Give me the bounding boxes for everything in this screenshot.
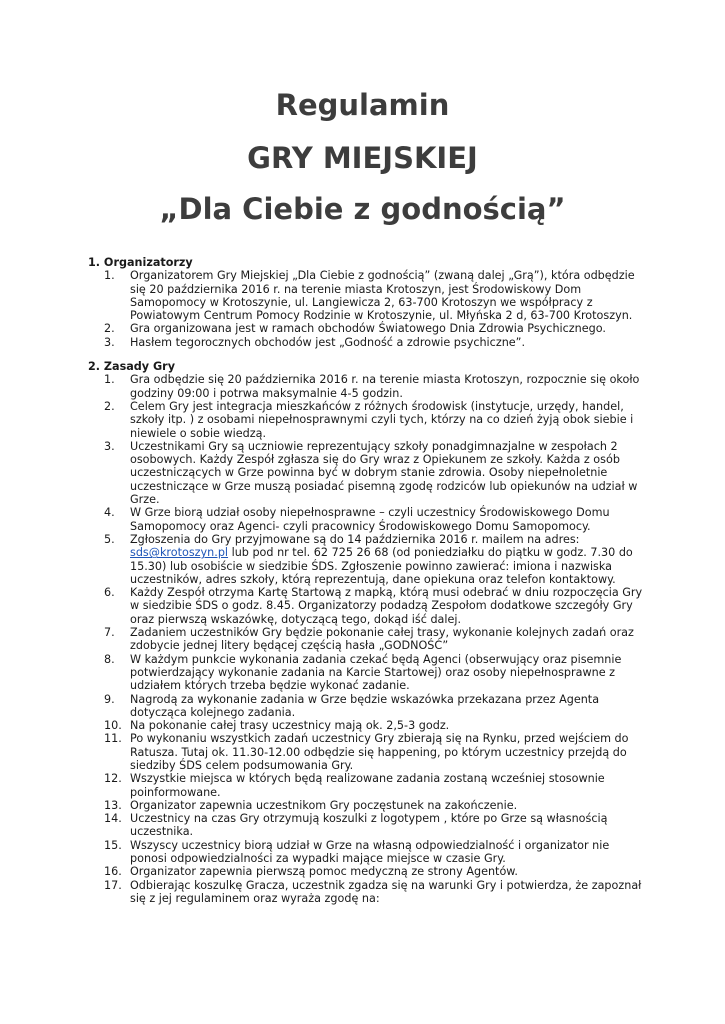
list-item: [88, 586, 648, 626]
list-item: [88, 373, 648, 400]
list-item-number: 16.: [104, 865, 122, 879]
list-item: [88, 693, 648, 720]
list-item-line: Uczestnikami Gry są uczniowie reprezentujący szkoły ponadgimnazjalne w zespołach 2: [130, 439, 618, 453]
list-item-number: 2.: [104, 399, 115, 413]
list-item: [88, 269, 648, 322]
list-item-line: poinformowane.: [130, 785, 221, 799]
list-item-number: 13.: [104, 798, 122, 812]
list-item-line: siedziby ŚDS celem podsumowania Gry.: [130, 758, 354, 772]
list-item-line: Organizatorem Gry Miejskiej „Dla Ciebie z godnością” (zwaną dalej „Grą”), która odbędzie: [130, 269, 635, 283]
list-item: [88, 653, 648, 693]
list-item-line: W każdym punkcie wykonania zadania czekać będą Agenci (obserwujący oraz pisemnie: [130, 652, 622, 666]
list-item: [88, 812, 648, 839]
list-item-line: Samopomocy oraz Agenci- czyli pracownicy Środowiskowego Domu Samopomocy.: [130, 519, 591, 533]
list-item: [88, 400, 648, 440]
list-item-line: osobowych. Każdy Zespół zgłasza się do Gry wraz z Opiekunem ze szkoły. Każda z osób: [130, 453, 620, 467]
list-item-line: Grze.: [130, 493, 160, 507]
list-item: [88, 322, 648, 335]
list-item-number: 12.: [104, 772, 122, 786]
list-item-line: Ratusza. Tutaj ok. 11.30-12.00 odbędzie się happening, po którym uczestnicy przejdą do: [130, 745, 627, 759]
list-item-line: Wszystkie miejsca w których będą realizowane zadania zostaną wcześniej stosownie: [130, 772, 605, 786]
list-item-line: w siedzibie ŚDS o godz. 8.45. Organizatorzy podadzą Zespołom dodatkowe szczegóły Gry: [130, 599, 633, 613]
list-item-number: 1.: [104, 269, 115, 283]
list-item-line: się 20 października 2016 r. na terenie miasta Krotoszyn, jest Środowiskowy Dom: [130, 282, 582, 296]
list-item-number: 3.: [104, 335, 115, 349]
list-item-line: oraz pierwszą wskazówkę, dotyczącą tego, dokąd iść dalej.: [130, 612, 462, 626]
title-line-2: GRY MIEJSKIEJ: [247, 141, 478, 175]
list-item: [88, 865, 648, 878]
list-item-number: 2.: [104, 322, 115, 336]
list-item-line: dotycząca kolejnego zadania.: [130, 705, 296, 719]
list-item-line: Każdy Zespół otrzyma Kartę Startową z mapką, którą musi odebrać w dniu rozpoczęcia Gry: [130, 586, 643, 600]
list-item-line: Powiatowym Centrum Pomocy Rodzinie w Krotoszynie, ul. Młyńska 2 d, 63-700 Krotoszyn.: [130, 309, 633, 323]
list-item-line: Zadaniem uczestników Gry będzie pokonanie całej trasy, wykonanie kolejnych zadań oraz: [130, 626, 634, 640]
list-item-line: 15.30) lub osobiście w siedzibie ŚDS. Zgłoszenie powinno zawierać: imiona i nazwiska: [130, 559, 613, 573]
list-item-line: uczestniczące w Grze muszą posiadać pisemną zgodę rodziców lub opiekunów na udział w: [130, 479, 638, 493]
list-item-line: uczestnika.: [130, 825, 194, 839]
title-line-3: „Dla Ciebie z godnością”: [159, 192, 566, 226]
list-item-line: Organizator zapewnia pierwszą pomoc medyczną ze strony Agentów.: [130, 865, 518, 879]
list-item-number: 4.: [104, 506, 115, 520]
list-item: [88, 336, 648, 349]
list-item-number: 1.: [104, 373, 115, 387]
list-item: [88, 732, 648, 772]
list-item: [88, 506, 648, 533]
list-item-number: 14.: [104, 812, 122, 826]
list-item-line: szkoły itp. ) z osobami niepełnosprawnymi czyli tych, którzy na co dzień żyją obok siebie i: [130, 413, 634, 427]
list-item: [88, 626, 648, 653]
list-item-line: Gra odbędzie się 20 października 2016 r. na terenie miasta Krotoszyn, rozpocznie się około: [130, 373, 640, 387]
list-item-line: Po wykonaniu wszystkich zadań uczestnicy Gry zbierają się na Rynku, przed wejściem do: [130, 732, 629, 746]
list-item-line: uczestników, adres szkoły, którą reprezentują, dane opiekuna oraz telefon kontaktowy.: [130, 572, 616, 586]
list-item-line: Gra organizowana jest w ramach obchodów Światowego Dnia Zdrowia Psychicznego.: [130, 322, 606, 336]
list-item: [88, 839, 648, 866]
list-item-line: potwierdzający wykonanie zadania na Karcie Startowej) oraz osoby niepełnosprawne z: [130, 665, 615, 679]
list-item-number: 5.: [104, 532, 115, 546]
numbered-list: [88, 373, 648, 905]
list-item: [88, 879, 648, 906]
list-item-number: 9.: [104, 692, 115, 706]
list-item-line: Wszyscy uczestnicy biorą udział w Grze na własną odpowiedzialność i organizator nie: [130, 838, 610, 852]
list-item-line: ponosi odpowiedzialności za wypadki mające miejsce w czasie Gry.: [130, 852, 506, 866]
list-item-line: W Grze biorą udział osoby niepełnosprawne – czyli uczestnicy Środowiskowego Domu: [130, 506, 610, 520]
list-item-line: uczestniczących w Grze powinna być w dobrym stanie zdrowia. Osoby niepełnoletnie: [130, 466, 608, 480]
list-item-number: 15.: [104, 838, 122, 852]
document-body: [88, 256, 648, 916]
list-item-line: Nagrodą za wykonanie zadania w Grze będzie wskazówka przekazana przez Agenta: [130, 692, 600, 706]
section: [88, 360, 648, 905]
list-item-number: 3.: [104, 439, 115, 453]
list-item-line: Odbierając koszulkę Gracza, uczestnik zgadza się na warunki Gry i potwierdza, że zapoznał: [130, 878, 642, 892]
list-item: [88, 533, 648, 586]
section-heading: 2. Zasady Gry: [88, 360, 175, 374]
list-item-text: lub pod nr tel. 62 725 26 68 (od poniedziałku do piątku w godz. 7.30 do: [228, 546, 633, 560]
list-item-number: 10.: [104, 719, 122, 733]
list-item-line: Organizator zapewnia uczestnikom Gry poczęstunek na zakończenie.: [130, 798, 518, 812]
list-item-line: Hasłem tegorocznych obchodów jest „Godność a zdrowie psychiczne”.: [130, 335, 526, 349]
list-item-line: [130, 546, 648, 559]
list-item-line: się z jej regulaminem oraz wyraża zgodę na:: [130, 891, 380, 905]
list-item-line: Samopomocy w Krotoszynie, ul. Langiewicza 2, 63-700 Krotoszyn we współpracy z: [130, 295, 593, 309]
list-item-number: 11.: [104, 732, 122, 746]
list-item: [88, 440, 648, 506]
list-item-line: Uczestnicy na czas Gry otrzymują koszulki z logotypem , które po Grze są własnością: [130, 812, 608, 826]
list-item-line: niewiele o sobie wiedzą.: [130, 426, 267, 440]
email-link[interactable]: sds@krotoszyn.pl: [130, 546, 229, 560]
list-item-line: Celem Gry jest integracja mieszkańców z różnych środowisk (instytucje, urzędy, handel,: [130, 399, 624, 413]
list-item: [88, 719, 648, 732]
list-item-line: udziałem których trzeba będzie wykonać zadanie.: [130, 679, 410, 693]
list-item-number: 17.: [104, 878, 122, 892]
list-item-line: zdobycie jednej litery będącej częścią hasła „GODNOŚĆ”: [130, 639, 449, 653]
section: [88, 256, 648, 349]
list-item-number: 7.: [104, 626, 115, 640]
list-item-line: Na pokonanie całej trasy uczestnicy mają ok. 2,5-3 godz.: [130, 719, 450, 733]
numbered-list: [88, 269, 648, 349]
title-line-1: Regulamin: [275, 88, 450, 122]
list-item-number: 6.: [104, 586, 115, 600]
list-item-line: godziny 09:00 i potrwa maksymalnie 4-5 godzin.: [130, 386, 403, 400]
list-item: [88, 799, 648, 812]
section-heading: 1. Organizatorzy: [88, 256, 193, 269]
list-item-number: 8.: [104, 652, 115, 666]
list-item: [88, 772, 648, 799]
list-item-line: Zgłoszenia do Gry przyjmowane są do 14 października 2016 r. mailem na adres:: [130, 532, 580, 546]
